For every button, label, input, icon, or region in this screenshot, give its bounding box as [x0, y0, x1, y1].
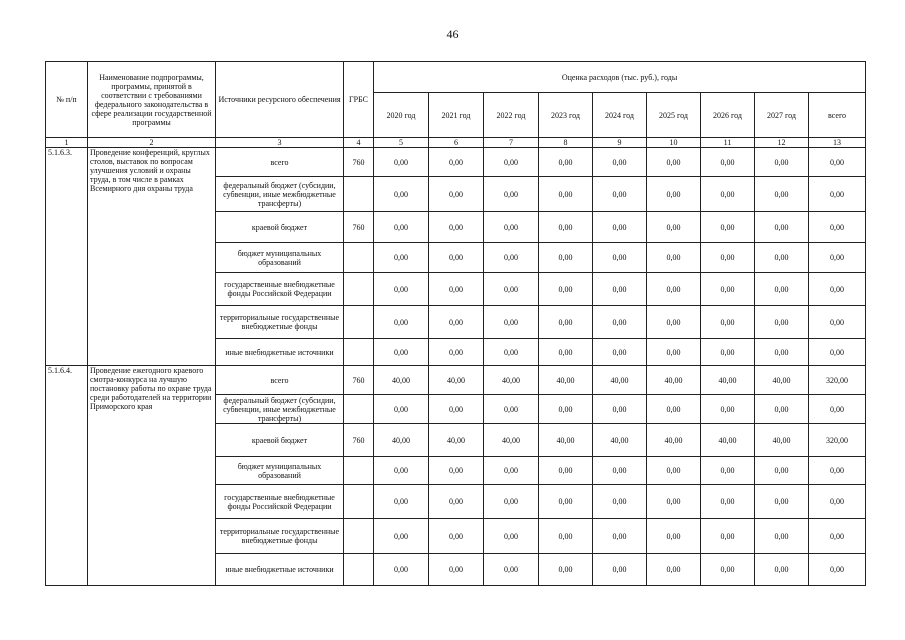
expense-value: 0,00 — [374, 212, 429, 243]
expense-value: 0,00 — [701, 212, 755, 243]
funding-source: федеральный бюджет (субсидии, субвенции, иные межбюджетные трансферты) — [216, 177, 344, 212]
grbs-code — [344, 177, 374, 212]
expense-value: 0,00 — [429, 457, 484, 485]
expense-value: 40,00 — [484, 424, 539, 457]
expense-value: 0,00 — [593, 148, 647, 177]
expense-value: 0,00 — [484, 339, 539, 366]
header-name: Наименование подпрограммы, программы, принятой в соответствии с требованиями федерального законодательства в сфере реализации государственной программы — [88, 62, 216, 138]
grbs-code — [344, 273, 374, 306]
expense-value: 40,00 — [539, 424, 593, 457]
expense-value: 0,00 — [484, 243, 539, 273]
column-number: 4 — [344, 138, 374, 148]
expense-value: 0,00 — [755, 148, 809, 177]
expense-value: 0,00 — [374, 457, 429, 485]
expense-value: 0,00 — [809, 554, 866, 586]
expense-value: 0,00 — [647, 519, 701, 554]
expense-value: 0,00 — [374, 243, 429, 273]
expense-value: 0,00 — [701, 273, 755, 306]
expense-value: 0,00 — [593, 212, 647, 243]
expense-value: 0,00 — [755, 395, 809, 424]
expense-value: 40,00 — [701, 366, 755, 395]
expense-value: 40,00 — [374, 424, 429, 457]
expense-value: 0,00 — [755, 457, 809, 485]
expense-value: 0,00 — [593, 554, 647, 586]
header-year: 2024 год — [593, 93, 647, 138]
header-year: 2026 год — [701, 93, 755, 138]
expense-value: 0,00 — [809, 457, 866, 485]
expense-value: 0,00 — [755, 554, 809, 586]
expense-value: 0,00 — [429, 273, 484, 306]
column-number: 12 — [755, 138, 809, 148]
expense-value: 0,00 — [701, 395, 755, 424]
expense-value: 40,00 — [539, 366, 593, 395]
expense-value: 0,00 — [809, 273, 866, 306]
header-estimate: Оценка расходов (тыс. руб.), годы — [374, 62, 866, 93]
expense-value: 0,00 — [593, 177, 647, 212]
header-year: 2025 год — [647, 93, 701, 138]
expense-value: 0,00 — [755, 177, 809, 212]
expense-value: 0,00 — [484, 485, 539, 519]
funding-source: иные внебюджетные источники — [216, 554, 344, 586]
grbs-code — [344, 485, 374, 519]
expense-value: 40,00 — [429, 424, 484, 457]
expense-value: 0,00 — [809, 519, 866, 554]
column-number: 11 — [701, 138, 755, 148]
expense-value: 0,00 — [593, 519, 647, 554]
expense-value: 0,00 — [374, 519, 429, 554]
expense-value: 0,00 — [484, 395, 539, 424]
funding-source: бюджет муниципальных образований — [216, 457, 344, 485]
item-code: 5.1.6.3. — [46, 148, 88, 366]
expense-value: 0,00 — [755, 273, 809, 306]
grbs-code: 760 — [344, 148, 374, 177]
expense-value: 0,00 — [539, 339, 593, 366]
expense-value: 0,00 — [701, 306, 755, 339]
expense-value: 0,00 — [809, 243, 866, 273]
grbs-code — [344, 243, 374, 273]
expense-value: 0,00 — [701, 148, 755, 177]
column-number: 6 — [429, 138, 484, 148]
expense-value: 0,00 — [647, 212, 701, 243]
expense-value: 0,00 — [809, 148, 866, 177]
expense-value: 0,00 — [809, 177, 866, 212]
expense-value: 40,00 — [429, 366, 484, 395]
expense-value: 0,00 — [539, 273, 593, 306]
expense-value: 0,00 — [484, 519, 539, 554]
funding-source: всего — [216, 366, 344, 395]
grbs-code: 760 — [344, 366, 374, 395]
expense-value: 0,00 — [647, 457, 701, 485]
column-number: 2 — [88, 138, 216, 148]
expense-value: 0,00 — [374, 148, 429, 177]
expense-value: 0,00 — [374, 177, 429, 212]
funding-source: федеральный бюджет (субсидии, субвенции, иные межбюджетные трансферты) — [216, 395, 344, 424]
expense-value: 0,00 — [539, 485, 593, 519]
expense-value: 40,00 — [755, 424, 809, 457]
expense-value: 320,00 — [809, 366, 866, 395]
expense-value: 0,00 — [647, 395, 701, 424]
budget-table — [45, 61, 866, 586]
expense-value: 0,00 — [701, 243, 755, 273]
expense-value: 0,00 — [484, 212, 539, 243]
expense-value: 0,00 — [647, 177, 701, 212]
expense-value: 0,00 — [647, 554, 701, 586]
header-year: 2020 год — [374, 93, 429, 138]
expense-value: 40,00 — [484, 366, 539, 395]
header-year: 2022 год — [484, 93, 539, 138]
header-year: 2021 год — [429, 93, 484, 138]
column-number: 10 — [647, 138, 701, 148]
expense-value: 0,00 — [429, 519, 484, 554]
expense-value: 0,00 — [701, 554, 755, 586]
header-year: 2027 год — [755, 93, 809, 138]
expense-value: 0,00 — [755, 519, 809, 554]
item-name: Проведение ежегодного краевого смотра-конкурса на лучшую постановку работы по охране труда среди работодателей на территории Приморского края — [88, 366, 216, 586]
funding-source: государственные внебюджетные фонды Российской Федерации — [216, 485, 344, 519]
expense-value: 0,00 — [429, 148, 484, 177]
expense-value: 0,00 — [429, 177, 484, 212]
expense-value: 0,00 — [647, 243, 701, 273]
header-num: № п/п — [46, 62, 88, 138]
expense-value: 0,00 — [429, 485, 484, 519]
grbs-code: 760 — [344, 212, 374, 243]
grbs-code — [344, 339, 374, 366]
funding-source: всего — [216, 148, 344, 177]
expense-value: 0,00 — [429, 554, 484, 586]
expense-value: 0,00 — [809, 485, 866, 519]
funding-source: территориальные государственные внебюджетные фонды — [216, 306, 344, 339]
expense-value: 0,00 — [374, 306, 429, 339]
funding-source: бюджет муниципальных образований — [216, 243, 344, 273]
column-number: 1 — [46, 138, 88, 148]
funding-source: территориальные государственные внебюджетные фонды — [216, 519, 344, 554]
expense-value: 0,00 — [539, 519, 593, 554]
expense-value: 0,00 — [374, 273, 429, 306]
column-number: 3 — [216, 138, 344, 148]
page-number: 46 — [446, 27, 459, 41]
expense-value: 0,00 — [593, 339, 647, 366]
expense-value: 0,00 — [484, 148, 539, 177]
expense-value: 0,00 — [647, 339, 701, 366]
expense-value: 0,00 — [593, 485, 647, 519]
column-number: 13 — [809, 138, 866, 148]
expense-value: 0,00 — [539, 306, 593, 339]
expense-value: 0,00 — [809, 306, 866, 339]
column-number: 5 — [374, 138, 429, 148]
header-year: 2023 год — [539, 93, 593, 138]
grbs-code — [344, 306, 374, 339]
expense-value: 40,00 — [593, 424, 647, 457]
expense-value: 0,00 — [374, 339, 429, 366]
expense-value: 0,00 — [539, 554, 593, 586]
expense-value: 0,00 — [593, 306, 647, 339]
expense-value: 0,00 — [484, 177, 539, 212]
expense-value: 0,00 — [484, 554, 539, 586]
header-source: Источники ресурсного обеспечения — [216, 62, 344, 138]
grbs-code — [344, 519, 374, 554]
expense-value: 0,00 — [755, 339, 809, 366]
expense-value: 0,00 — [374, 485, 429, 519]
expense-value: 0,00 — [809, 212, 866, 243]
expense-value: 0,00 — [701, 177, 755, 212]
expense-value: 0,00 — [374, 395, 429, 424]
expense-value: 0,00 — [374, 554, 429, 586]
expense-value: 0,00 — [429, 395, 484, 424]
expense-value: 0,00 — [647, 306, 701, 339]
table-row — [46, 148, 866, 177]
column-number: 7 — [484, 138, 539, 148]
grbs-code — [344, 554, 374, 586]
grbs-code — [344, 457, 374, 485]
header-year: всего — [809, 93, 866, 138]
funding-source: краевой бюджет — [216, 212, 344, 243]
expense-value: 0,00 — [809, 339, 866, 366]
expense-value: 0,00 — [539, 457, 593, 485]
grbs-code — [344, 395, 374, 424]
expense-value: 0,00 — [539, 148, 593, 177]
expense-value: 0,00 — [484, 457, 539, 485]
expense-value: 0,00 — [647, 273, 701, 306]
expense-value: 40,00 — [701, 424, 755, 457]
expense-value: 0,00 — [539, 243, 593, 273]
column-number: 9 — [593, 138, 647, 148]
funding-source: иные внебюджетные источники — [216, 339, 344, 366]
expense-value: 0,00 — [809, 395, 866, 424]
column-number: 8 — [539, 138, 593, 148]
expense-value: 0,00 — [539, 212, 593, 243]
expense-value: 0,00 — [429, 243, 484, 273]
expense-value: 40,00 — [755, 366, 809, 395]
expense-value: 0,00 — [593, 457, 647, 485]
expense-value: 0,00 — [539, 395, 593, 424]
expense-value: 40,00 — [593, 366, 647, 395]
item-code: 5.1.6.4. — [46, 366, 88, 586]
table-row — [46, 366, 866, 395]
expense-value: 0,00 — [593, 243, 647, 273]
funding-source: государственные внебюджетные фонды Российской Федерации — [216, 273, 344, 306]
expense-value: 0,00 — [484, 306, 539, 339]
header-grbs: ГРБС — [344, 62, 374, 138]
expense-value: 0,00 — [755, 243, 809, 273]
expense-value: 0,00 — [701, 485, 755, 519]
expense-value: 40,00 — [374, 366, 429, 395]
expense-value: 0,00 — [755, 306, 809, 339]
expense-value: 0,00 — [429, 339, 484, 366]
grbs-code: 760 — [344, 424, 374, 457]
expense-value: 40,00 — [647, 366, 701, 395]
expense-value: 0,00 — [593, 395, 647, 424]
expense-value: 0,00 — [701, 339, 755, 366]
expense-value: 0,00 — [755, 212, 809, 243]
item-name: Проведение конференций, круглых столов, выставок по вопросам улучшения условий и охраны труда, в том числе в рамках Всемирного дня охраны труда — [88, 148, 216, 366]
expense-value: 0,00 — [429, 212, 484, 243]
expense-value: 40,00 — [647, 424, 701, 457]
expense-value: 0,00 — [539, 177, 593, 212]
expense-value: 0,00 — [647, 485, 701, 519]
expense-value: 0,00 — [755, 485, 809, 519]
expense-value: 0,00 — [701, 457, 755, 485]
expense-value: 0,00 — [647, 148, 701, 177]
expense-value: 0,00 — [484, 273, 539, 306]
funding-source: краевой бюджет — [216, 424, 344, 457]
expense-value: 320,00 — [809, 424, 866, 457]
expense-value: 0,00 — [701, 519, 755, 554]
expense-value: 0,00 — [593, 273, 647, 306]
expense-value: 0,00 — [429, 306, 484, 339]
